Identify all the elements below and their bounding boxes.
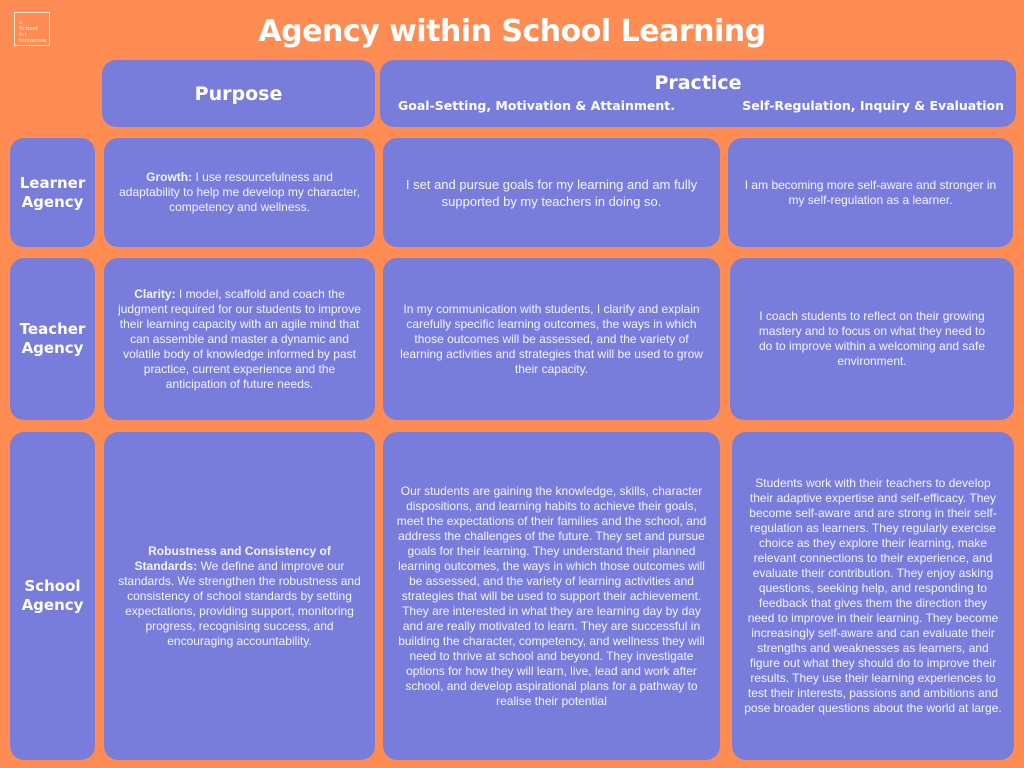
row-label-line: Agency (21, 192, 84, 211)
row-label-line: Agency (21, 596, 84, 614)
teacher-purpose-cell (104, 258, 375, 420)
learner-self-regulation-cell (728, 138, 1013, 247)
school-purpose-cell (104, 432, 375, 760)
cell-bold-lead: Clarity: (134, 286, 176, 301)
cell-text: Students work with their teachers to develop their adaptive expertise and self-efficacy. They become self-aware and are strong in their self-regulation as learners. They regularly exercise choice as they explore their learning, make relevant connections to their experience, and evaluate their contribution. They enjoy asking questions, seeking help, and responding to feedback that gives them the direction they need to improve in their learning. They become increasingly self-aware and can evaluate their strengths and weaknesses as learners, and figure out what they should do to improve their results. They use their learning experiences to test their interests, passions and ambitions and pose broader questions about the world at large. (744, 476, 1002, 715)
practice-header (380, 60, 1016, 127)
logo-text: a (19, 20, 23, 26)
logo-text: for (19, 32, 27, 38)
cell-body: We define and improve our standards. We strengthen the robustness and consistency of school standards by setting expectations, providing support, monitoring progress, recognising success, and encouraging accountability. (118, 558, 361, 648)
logo-text: tomorrow. (19, 38, 48, 44)
row-label-line: Learner (19, 173, 86, 192)
row-label-learner-agency (10, 138, 95, 247)
cell-text: I set and pursue goals for my learning and am fully supported by my teachers in doing so. (405, 176, 698, 209)
cell-text (116, 287, 363, 392)
page-title: Agency within School Learning (258, 14, 766, 49)
learner-purpose-cell (104, 138, 375, 247)
row-label-school-agency (10, 432, 95, 760)
cell-text: Our students are gaining the knowledge, skills, character dispositions, and learning habits to achieve their goals, meet the expectations of their families and the school, and address the challenges of the future. They set and pursue goals for their learning. They understand their planned learning outcomes, the ways in which those outcomes will be assessed, and the variety of learning activities and strategies that will be used to support their achievement. They are interested in what they are learning day by day and are really motivated to learn. They are successful in building the character, competency, and wellness they will need to thrive at school and beyond. They investigate options for how they will learn, live, lead and work after school, and develop aspirational plans for a pathway to realise their potential (396, 483, 707, 708)
cell-text: In my communication with students, I clarify and explain carefully specific learning outcomes, the ways in which those outcomes will be assessed, and the variety of learning activities and strategies that will be used to grow their capacity. (400, 301, 703, 376)
cell-body: I use resourcefulness and adaptability to help me develop my character, competency and wellness. (119, 170, 360, 214)
school-goal-setting-cell (383, 432, 720, 760)
cell-text (116, 544, 363, 649)
row-label-line: Agency (21, 339, 84, 357)
cell-bold-lead: Growth: (146, 170, 193, 184)
practice-header-label: Practice (654, 72, 742, 94)
purpose-header-label: Purpose (194, 82, 283, 105)
practice-subheader-self-regulation: Self-Regulation, Inquiry & Evaluation (742, 98, 1004, 113)
teacher-goal-setting-cell (383, 258, 720, 420)
logo-text: School (19, 26, 38, 32)
row-label-line: School (24, 577, 81, 595)
learner-goal-setting-cell (383, 138, 720, 247)
school-self-regulation-cell (732, 432, 1014, 760)
teacher-self-regulation-cell (730, 258, 1014, 420)
cell-text: I coach students to reflect on their growing mastery and to focus on what they need to do to improve within a welcoming and safe environment. (758, 309, 986, 368)
row-label-teacher-agency (10, 258, 95, 420)
purpose-header (102, 60, 375, 127)
cell-body: I model, scaffold and coach the judgment required for our students to improve their learning capacity with an agile mind that can assemble and master a dynamic and volatile body of knowledge informed by past practice, current experience and the anticipation of future needs. (118, 286, 361, 391)
row-label-line: Teacher (19, 320, 86, 338)
cell-text: I am becoming more self-aware and stronger in my self-regulation as a learner. (744, 177, 997, 207)
cell-text (116, 170, 363, 215)
practice-subheader-goal-setting: Goal-Setting, Motivation & Attainment. (398, 98, 676, 113)
cell-bold-lead: Robustness and Consistency of Standards: (134, 543, 331, 573)
